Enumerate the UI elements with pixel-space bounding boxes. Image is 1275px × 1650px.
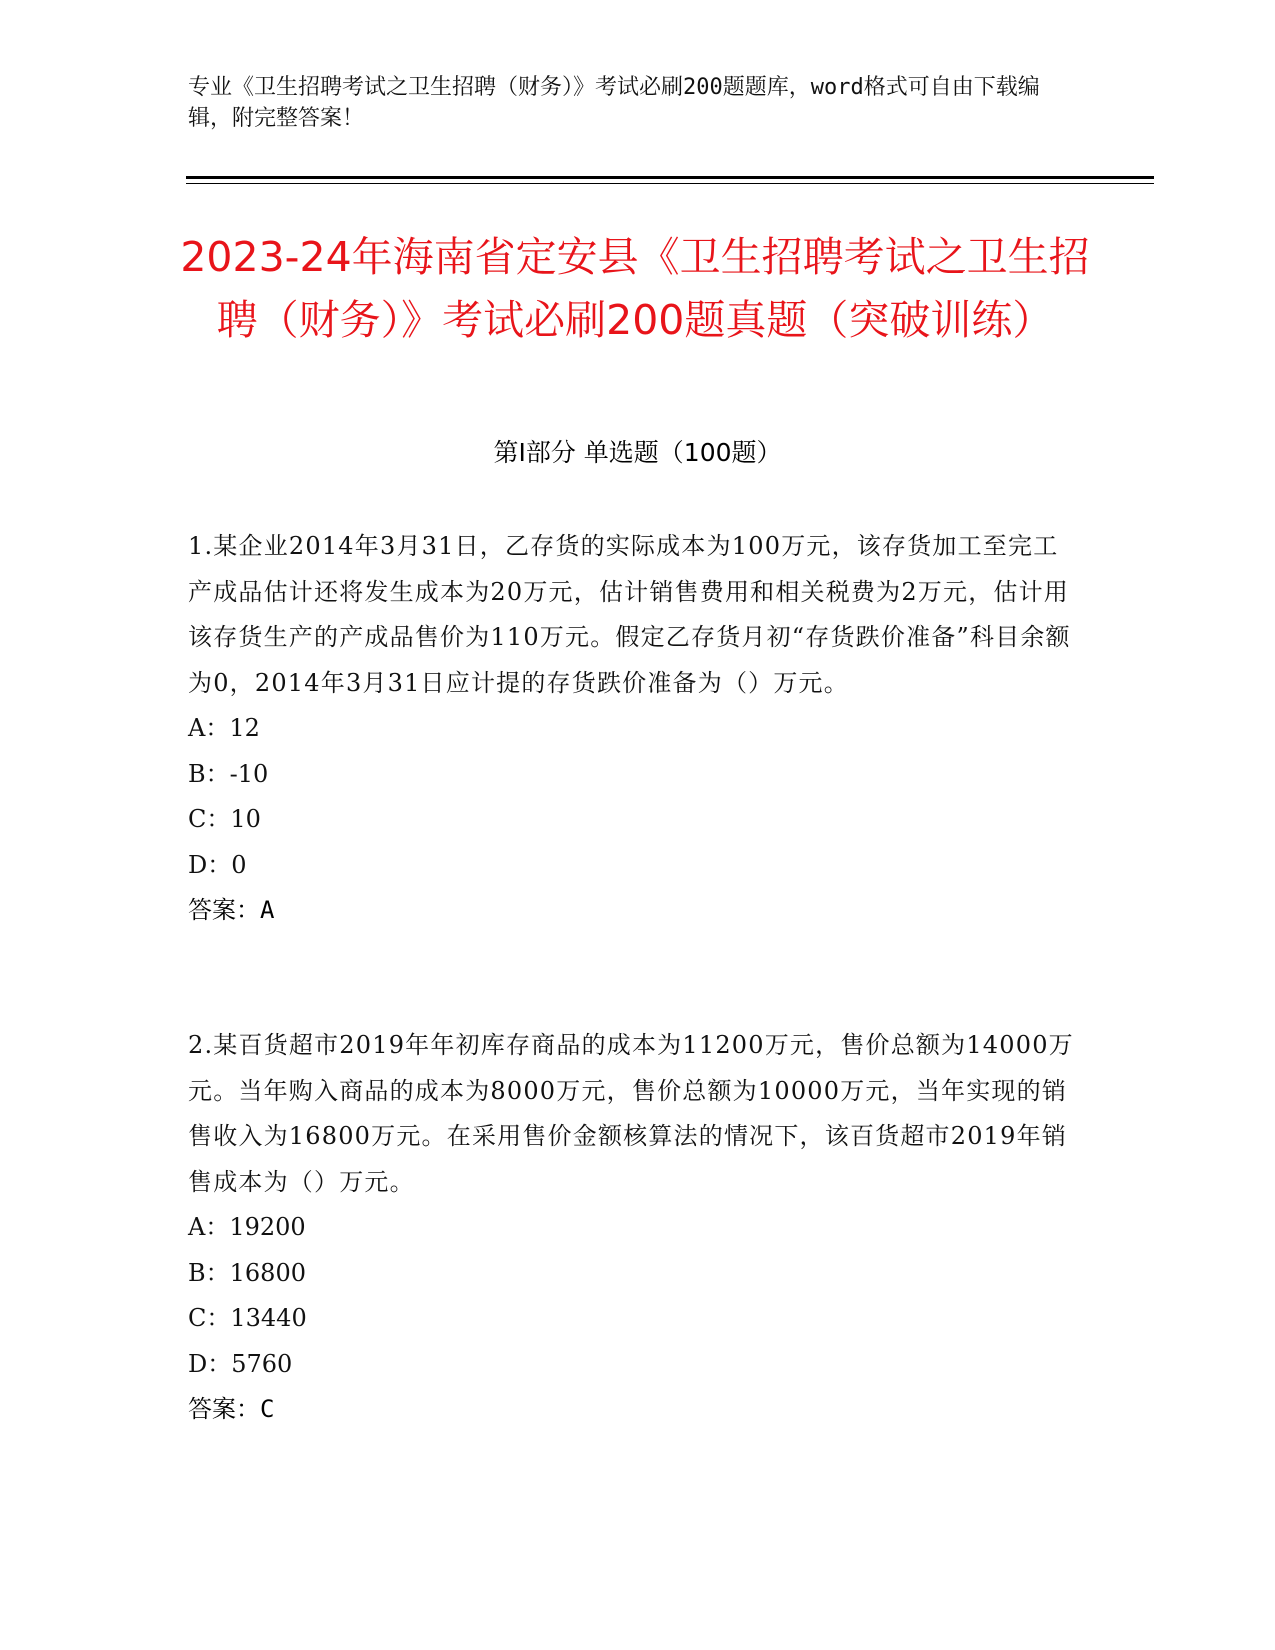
option-list — [188, 1205, 1078, 1387]
answer-line — [188, 1387, 1078, 1433]
option-b: B：-10 — [188, 759, 269, 788]
option-list — [188, 706, 1078, 888]
option-a: A：19200 — [188, 1213, 306, 1241]
answer-value: A — [260, 896, 275, 924]
document-title: 2023-24年海南省定安县《卫生招聘考试之卫生招聘（财务）》考试必刷200题真题（突破训练） — [180, 233, 1090, 344]
option-c: C：13440 — [188, 1304, 307, 1332]
answer-line — [188, 888, 1078, 934]
answer-label: 答案： — [188, 896, 260, 924]
option-a: A：12 — [188, 714, 260, 742]
question-stem: 2.某百货超市2019年年初库存商品的成本为11200万元，售价总额为14000万元。当年购入商品的成本为8000万元，售价总额为10000万元，当年实现的销售收入为16800万元。在采用售价金额核算法的情况下，该百货超市2019年销售成本为（）万元。 — [188, 1031, 1074, 1196]
header-rule-thin — [186, 183, 1154, 184]
option-d: D：0 — [188, 850, 247, 879]
header-note: 专业《卫生招聘考试之卫生招聘（财务）》考试必刷200题题库，word格式可自由下载编辑，附完整答案！ — [188, 75, 1040, 131]
question-stem: 1.某企业2014年3月31日，乙存货的实际成本为100万元，该存货加工至完工产成品估计还将发生成本为20万元，估计销售费用和相关税费为2万元，估计用该存货生产的产成品售价为110万元。假定乙存货月初“存货跌价准备”科目余额为0，2014年3月31日应计提的存货跌价准备为（）万元。 — [188, 532, 1071, 697]
answer-label: 答案： — [188, 1395, 260, 1423]
header-rule-thick — [186, 176, 1154, 179]
question-1 — [188, 524, 1078, 934]
question-2 — [188, 1023, 1078, 1433]
section-title: 第I部分 单选题（100题） — [493, 438, 782, 467]
option-b: B：16800 — [188, 1258, 306, 1287]
option-c: C：10 — [188, 805, 261, 833]
option-d: D：5760 — [188, 1349, 293, 1378]
answer-value: C — [260, 1395, 275, 1423]
